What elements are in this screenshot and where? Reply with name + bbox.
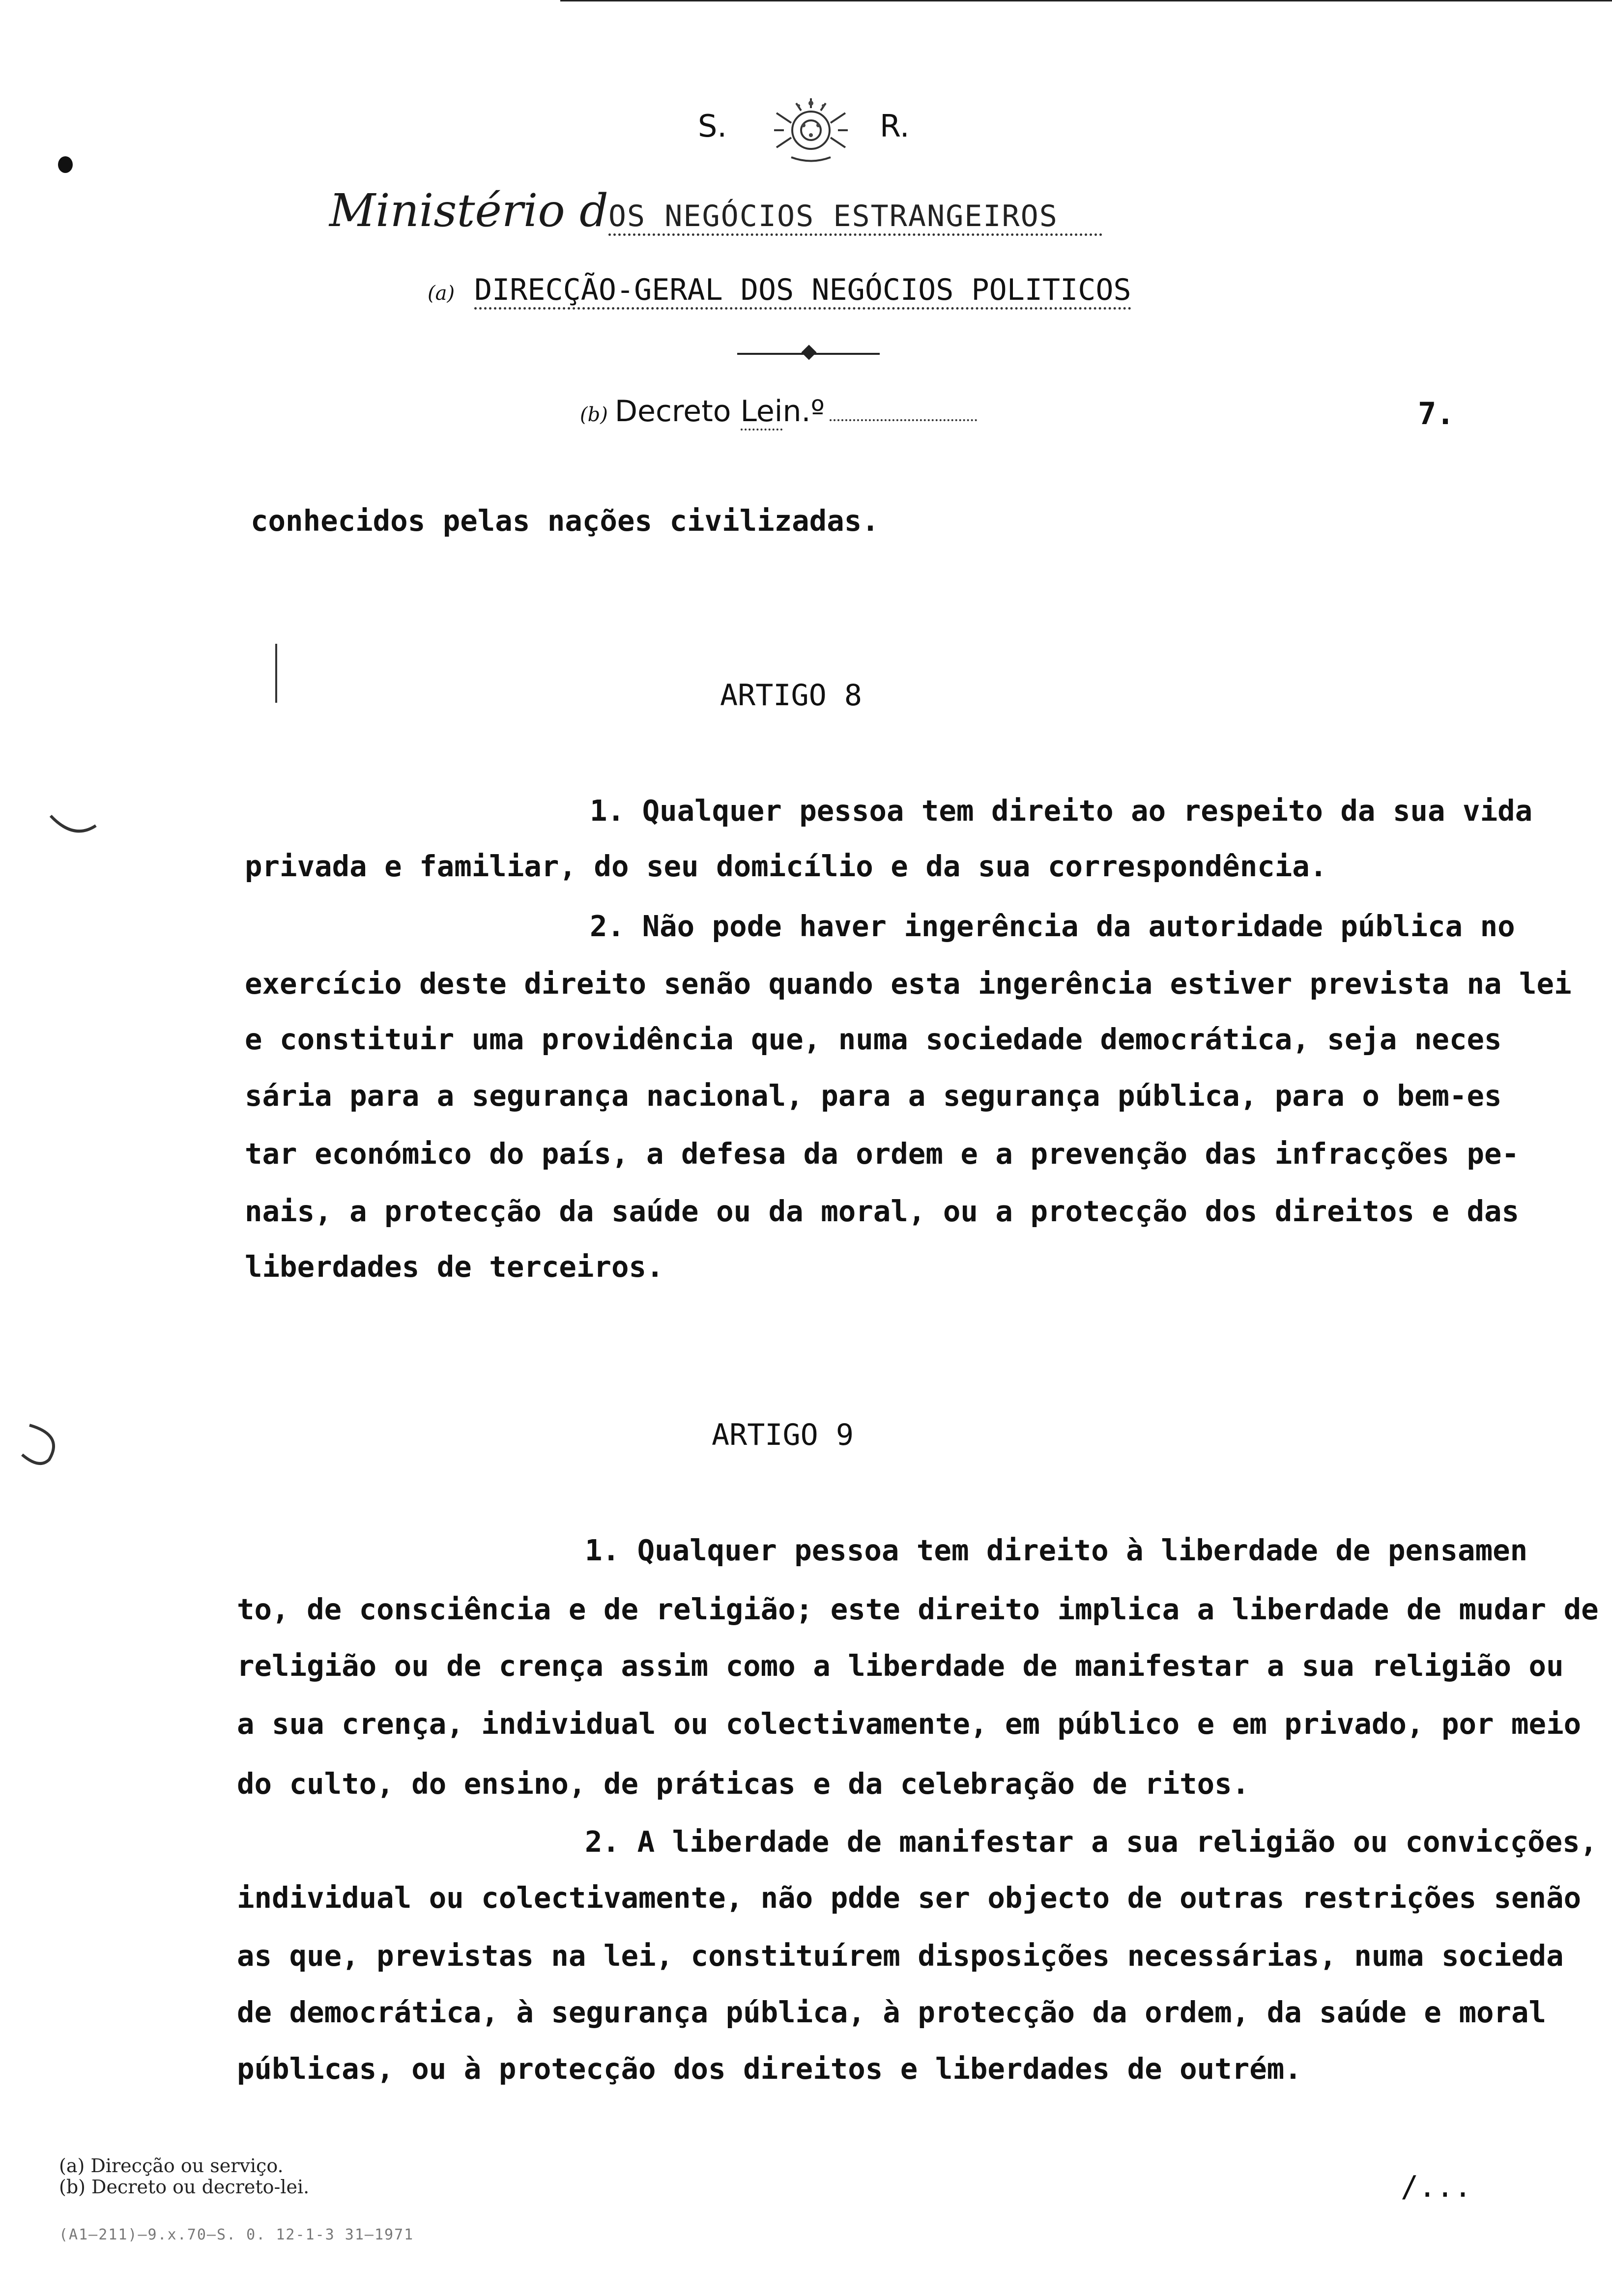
article-8-line: privada e familiar, do seu domicílio e da sua correspondência. <box>245 849 1327 883</box>
article-9-line: 2. A liberdade de manifestar a sua religião ou convicções, <box>585 1825 1598 1859</box>
ministry-title <box>329 184 1102 237</box>
article-8-line: liberdades de terceiros. <box>245 1250 664 1284</box>
article-9-line: a sua crença, individual ou colectivamente, em público e em privado, por meio <box>237 1707 1582 1741</box>
ministry-script: Ministério d <box>329 184 608 237</box>
decree-marker: (b) <box>580 403 608 426</box>
margin-bracket-mark <box>20 1415 74 1474</box>
article-8-line: e constituir uma providência que, numa sociedade democrática, seja neces <box>245 1022 1502 1056</box>
article-9-heading: ARTIGO 9 <box>712 1418 854 1452</box>
top-rule <box>560 0 1612 1</box>
article-8-line: sária para a segurança nacional, para a segurança pública, para o bem-es <box>245 1079 1502 1113</box>
footnote-b: (b) Decreto ou decreto-lei. <box>59 2176 310 2198</box>
direction-line <box>428 273 1131 310</box>
article-9-line: do culto, do ensino, de práticas e da celebração de ritos. <box>237 1767 1250 1801</box>
page-number: 7. <box>1418 396 1455 431</box>
article-8-line: 2. Não pode haver ingerência da autoridade pública no <box>590 909 1515 943</box>
article-8-line: tar económico do país, a defesa da ordem e a prevenção das infracções pe- <box>245 1137 1520 1171</box>
coat-of-arms-icon <box>762 93 860 167</box>
article-9-line: de democrática, à segurança pública, à protecção da ordem, da saúde e moral <box>237 1995 1547 2029</box>
direction-name: DIRECÇÃO-GERAL DOS NEGÓCIOS POLITICOS <box>474 273 1131 310</box>
decree-line <box>580 394 977 429</box>
article-9-line: 1. Qualquer pessoa tem direito à liberdade de pensamen <box>585 1533 1528 1567</box>
article-8-line: nais, a protecção da saúde ou da moral, ou a protecção dos direitos e das <box>245 1194 1520 1228</box>
crest-right-letter: R. <box>880 108 910 144</box>
article-8-heading: ARTIGO 8 <box>720 678 862 713</box>
article-9-line: as que, previstas na lei, constituírem disposições necessárias, numa socieda <box>237 1939 1564 1973</box>
decree-type: Lei <box>741 394 783 430</box>
ministry-caps: OS NEGÓCIOS ESTRANGEIROS <box>608 199 1058 233</box>
separator-diamond-icon <box>801 344 816 360</box>
article-9-line: individual ou colectivamente, não pdde ser objecto de outras restrições senão <box>237 1881 1582 1915</box>
decree-label: Decreto <box>614 394 731 429</box>
intro-line: conhecidos pelas nações civilizadas. <box>251 504 879 538</box>
print-code: (A1—211)—9.x.70—S. 0. 12-1-3 31—1971 <box>59 2226 414 2243</box>
article-9-line: religião ou de crença assim como a liberdade de manifestar a sua religião ou <box>237 1649 1564 1683</box>
article-8-line: exercício deste direito senão quando esta ingerência estiver prevista na lei <box>245 967 1572 1001</box>
article-8-line: 1. Qualquer pessoa tem direito ao respeito da sua vida <box>590 794 1533 828</box>
margin-rule-mark <box>275 644 277 703</box>
letterhead-crest <box>678 103 934 162</box>
continuation-mark: /... <box>1401 2170 1472 2204</box>
punch-hole-mark <box>58 156 73 173</box>
article-9-line: públicas, ou à protecção dos direitos e liberdades de outrém. <box>237 2052 1302 2086</box>
margin-bracket-mark <box>47 811 101 845</box>
footnote-a: (a) Direcção ou serviço. <box>59 2155 284 2177</box>
article-9-line: to, de consciência e de religião; este direito implica a liberdade de mudar de <box>237 1592 1599 1626</box>
direction-marker: (a) <box>428 282 455 305</box>
decree-number-label: n.º <box>782 394 825 429</box>
decree-number-field <box>830 419 977 421</box>
crest-left-letter: S. <box>698 108 727 144</box>
